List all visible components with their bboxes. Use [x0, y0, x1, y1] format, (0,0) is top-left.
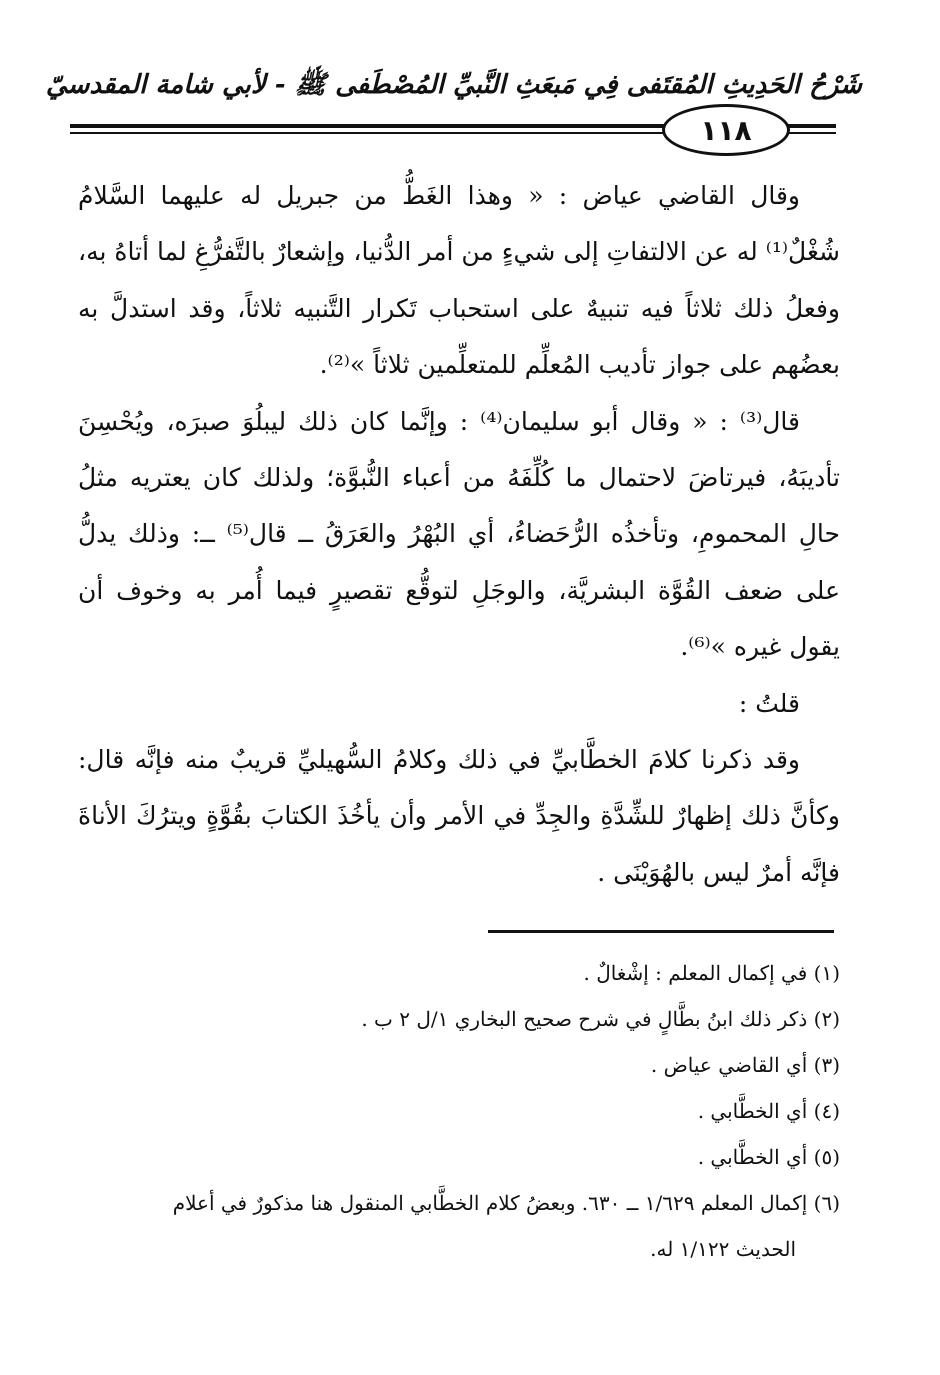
footnote-6-continuation: الحديث ١/١٢٢ له.: [650, 1237, 796, 1261]
footnote-2: (٢) ذكر ذلك ابنُ بطَّالٍ في شرح صحيح البخاري ١/ل ٢ ب .: [361, 1007, 840, 1031]
page-number: [662, 104, 790, 156]
paragraph-khattabi-suhayli: وقد ذكرنا كلامَ الخطَّابيِّ في ذلك وكلامُ السُّهيليِّ قريبٌ منه فإنَّه قال: وكأنَّ ذلك إظهارٌ للشِّدَّةِ والجِدِّ في الأمر وأن يأخُذَ الكتابَ بقُوَّةٍ ويترُكَ الأناةَ فإنَّه أمرٌ ليس بالهُوَيْنَى .: [78, 745, 840, 887]
paragraph-abu-sulayman: قال⁽³⁾ : « وقال أبو سليمان⁽⁴⁾ : وإنَّما كان ذلك ليبلُوَ صبرَه، ويُحْسِنَ تأديبَهُ، فيرتاضَ لاحتمال ما كُلِّفَهُ من أعباء النُّبوَّة؛ ولذلك كان يعتريه مثلُ حالِ المحمومِ، وتأخذُه الرُّحَضاءُ، أي البُهْرُ والعَرَقُ ــ قال⁽⁵⁾ ــ: وذلك يدلُّ على ضعف القُوَّة البشريَّة، والوجَلِ لتوقُّع تقصيرٍ فيما أُمر به وخوف أن يقول غيره »⁽⁶⁾.: [78, 406, 840, 662]
paragraph-qultu: قلتُ :: [738, 688, 800, 718]
header-rule-left-thin: [70, 132, 664, 134]
running-title: شَرْحُ الحَدِيثِ المُقتَفى فِي مَبعَثِ النَّبيِّ المُصْطَفى ﷺ - لأبي شامة المقدسيّ: [45, 70, 862, 100]
footnote-1: (١) في إكمال المعلم : إشْغالٌ .: [583, 961, 840, 985]
paragraph-qadi-iyad: وقال القاضي عياض : « وهذا الغَطُّ من جبريل له عليهما السَّلامُ شُغْلٌ⁽¹⁾ له عن الالتفاتِ إلى شيءٍ من أمر الدُّنيا، وإشعارٌ بالتَّفرُّغِ لما أتاهُ به، وفعلُ ذلك ثلاثاً فيه تنبيهٌ على استحباب تَكرار التَّنبيه ثلاثاً، وقد استدلَّ به بعضُهم على جواز تأديب المُعلِّم للمتعلِّمين ثلاثاً »⁽²⁾.: [78, 181, 840, 380]
footnote-3: (٣) أي القاضي عياض .: [650, 1053, 840, 1077]
header-rule-left: [70, 124, 664, 128]
page-number-text: ١١٨: [700, 113, 752, 147]
footnote-separator: [488, 930, 834, 933]
footnotes: [70, 950, 840, 1272]
footnote-5: (٥) أي الخطَّابي .: [697, 1145, 840, 1169]
header-rule-right: [788, 124, 836, 128]
main-text: [78, 168, 840, 901]
header-rule-right-thin: [788, 132, 836, 134]
footnote-6: (٦) إكمال المعلم ١/٦٢٩ ــ ٦٣٠. وبعضُ كلام الخطَّابي المنقول هنا مذكورٌ في أعلام: [172, 1191, 840, 1215]
footnote-4: (٤) أي الخطَّابي .: [697, 1099, 840, 1123]
